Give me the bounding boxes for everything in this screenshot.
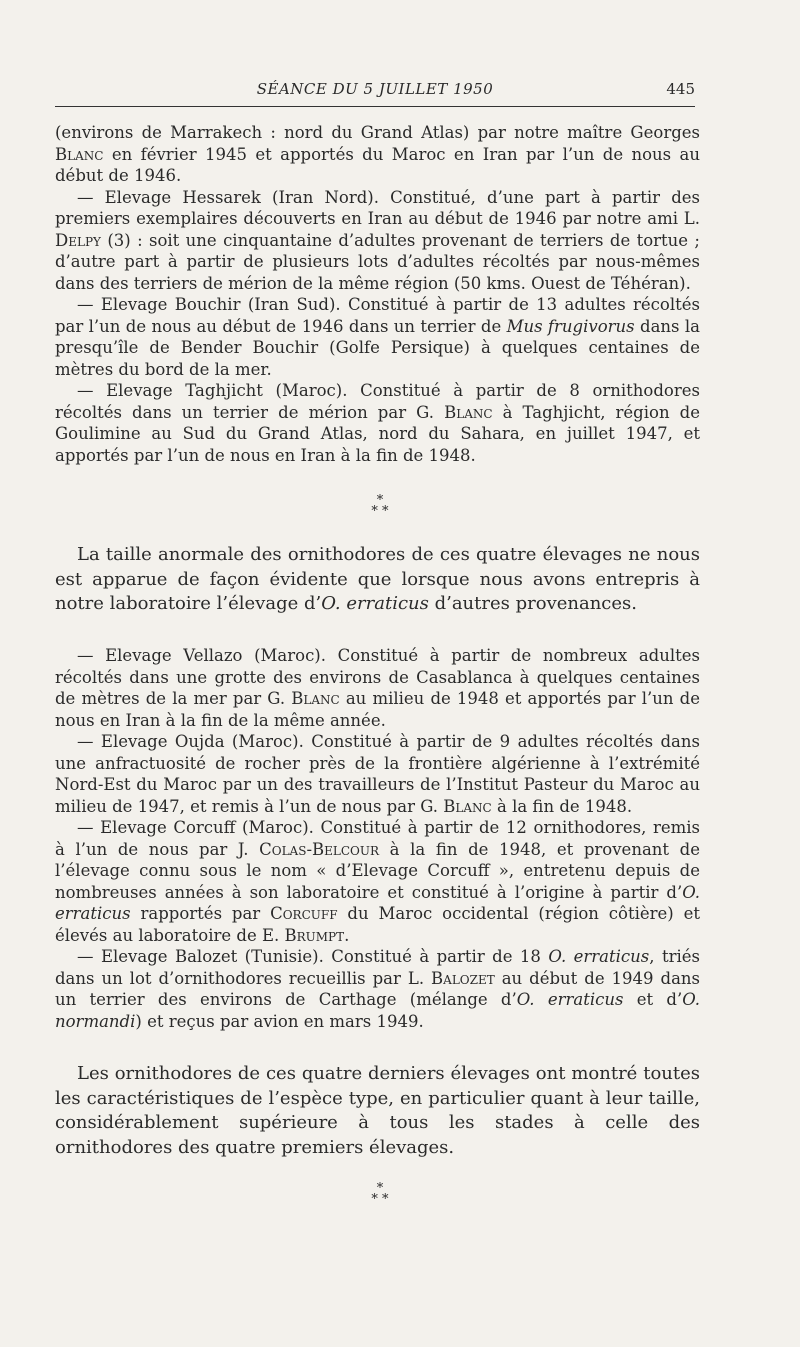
author-name: Brumpt xyxy=(284,925,345,945)
author-name: Balozet xyxy=(431,968,495,988)
species-name: O. erraticus xyxy=(516,990,624,1009)
section-separator xyxy=(0,495,760,517)
separator-star-top: * xyxy=(376,493,384,508)
species-name: O. erraticus xyxy=(548,947,650,966)
author-name: Blanc xyxy=(55,144,104,164)
author-name: Delpy xyxy=(55,230,101,250)
author-name: Colas-Belcour xyxy=(259,839,380,859)
page-number: 445 xyxy=(666,80,695,98)
header-rule xyxy=(55,106,695,107)
separator-star-top: * xyxy=(376,1181,384,1196)
breeding-list-2 xyxy=(55,645,700,1032)
paragraph-oujda: — Elevage Oujda (Maroc). Constitué à partir de 9 adultes récoltés dans une anfractuosité de rocher près de la frontière algérienne à l’extrémité Nord-Est du Maroc par un des travailleurs de l’Institut Pasteur du Maroc au milieu de 1947, et remis à l’un de nous par G. Blanc à la fin de 1948. xyxy=(55,732,700,816)
author-name: Corcuff xyxy=(270,904,338,923)
paragraph-bouchir: — Elevage Bouchir (Iran Sud). Constitué à partir de 13 adultes récoltés par l’un de nous au début de 1946 dans un terrier de Mus frugivorus dans la presqu’île de Bender Bouchir (Golfe Persique) à quelques centaines de mètres du bord de la mer. xyxy=(55,295,700,379)
page-header xyxy=(55,80,695,108)
author-name: Blanc xyxy=(444,402,493,422)
species-name: Mus frugivorus xyxy=(506,316,635,336)
paragraph-marrakech: (environs de Marrakech : nord du Grand Atlas) par notre maître Georges Blanc en février 1945 et apportés du Maroc en Iran par l’un de nous au début de 1946. xyxy=(55,123,700,185)
breeding-list-1 xyxy=(55,122,700,466)
separator-stars-bottom: * * xyxy=(371,1192,389,1207)
section-separator-end xyxy=(0,1183,760,1205)
author-name: Blanc xyxy=(291,689,340,708)
paragraph-large-2: Les ornithodores de ces quatre derniers élevages ont montré toutes les caractéristiques de l’espèce type, en particulier quant à leur taille, considérablement supérieure à tous les stades à celle des ornithodores des quatre premiers élevages. xyxy=(55,1063,700,1158)
paragraph-large-1: La taille anormale des ornithodores de ces quatre élevages ne nous est apparue de façon évidente que lorsque nous avons entrepris à notre laboratoire l’élevage d’O. erraticus d’autres provenances. xyxy=(55,544,700,614)
species-name: O. erraticus xyxy=(321,593,429,614)
paragraph-vellazo: — Elevage Vellazo (Maroc). Constitué à partir de nombreux adultes récoltés dans une grotte des environs de Casablanca à quelques centaines de mètres de la mer par G. Blanc au milieu de 1948 et apportés par l’un de nous en Iran à la fin de la même année. xyxy=(55,646,700,730)
species-name: O. normandi xyxy=(55,990,701,1031)
paragraph-taghjicht: — Elevage Taghjicht (Maroc). Constitué à partir de 8 ornithodores récoltés dans un terrier de mérion par G. Blanc à Taghjicht, région de Goulimine au Sud du Grand Atlas, nord du Sahara, en juillet 1947, et apportés par l’un de nous en Iran à la fin de 1948. xyxy=(55,381,700,465)
paragraph-corcuff: — Elevage Corcuff (Maroc). Constitué à partir de 12 ornithodores, remis à l’un de nous par J. Colas-Belcour à la fin de 1948, et provenant de l’élevage connu sous le nom « d’Elevage Corcuff », entretenu depuis de nombreuses années à son laboratoire et constitué à l’origine à partir d’O. erraticus rapportés par Corcuff du Maroc occidental (région côtière) et élevés au laboratoire de E. Brumpt. xyxy=(55,818,700,945)
paragraph-hessarek: — Elevage Hessarek (Iran Nord). Constitué, d’une part à partir des premiers exemplaires découverts en Iran au début de 1946 par notre ami L. Delpy (3) : soit une cinquantaine d’adultes provenant de terriers de tortue ; d’autre part à partir de plusieurs lots d’adultes récoltés par nous-mêmes dans des terriers de mérion de la même région (50 kms. Ouest de Téhéran). xyxy=(55,187,700,293)
running-title: SÉANCE DU 5 JUILLET 1950 xyxy=(256,80,494,98)
separator-stars-bottom: * * xyxy=(371,504,389,519)
paragraph-balozet: — Elevage Balozet (Tunisie). Constitué à partir de 18 O. erraticus, triés dans un lot d’ornithodores recueillis par L. Balozet au début de 1949 dans un terrier des environs de Carthage (mélange d’O. erraticus et d’O. normandi) et reçus par avion en mars 1949. xyxy=(55,947,701,1031)
species-name: O. erraticus xyxy=(55,882,700,923)
author-name: Blanc xyxy=(443,796,492,816)
